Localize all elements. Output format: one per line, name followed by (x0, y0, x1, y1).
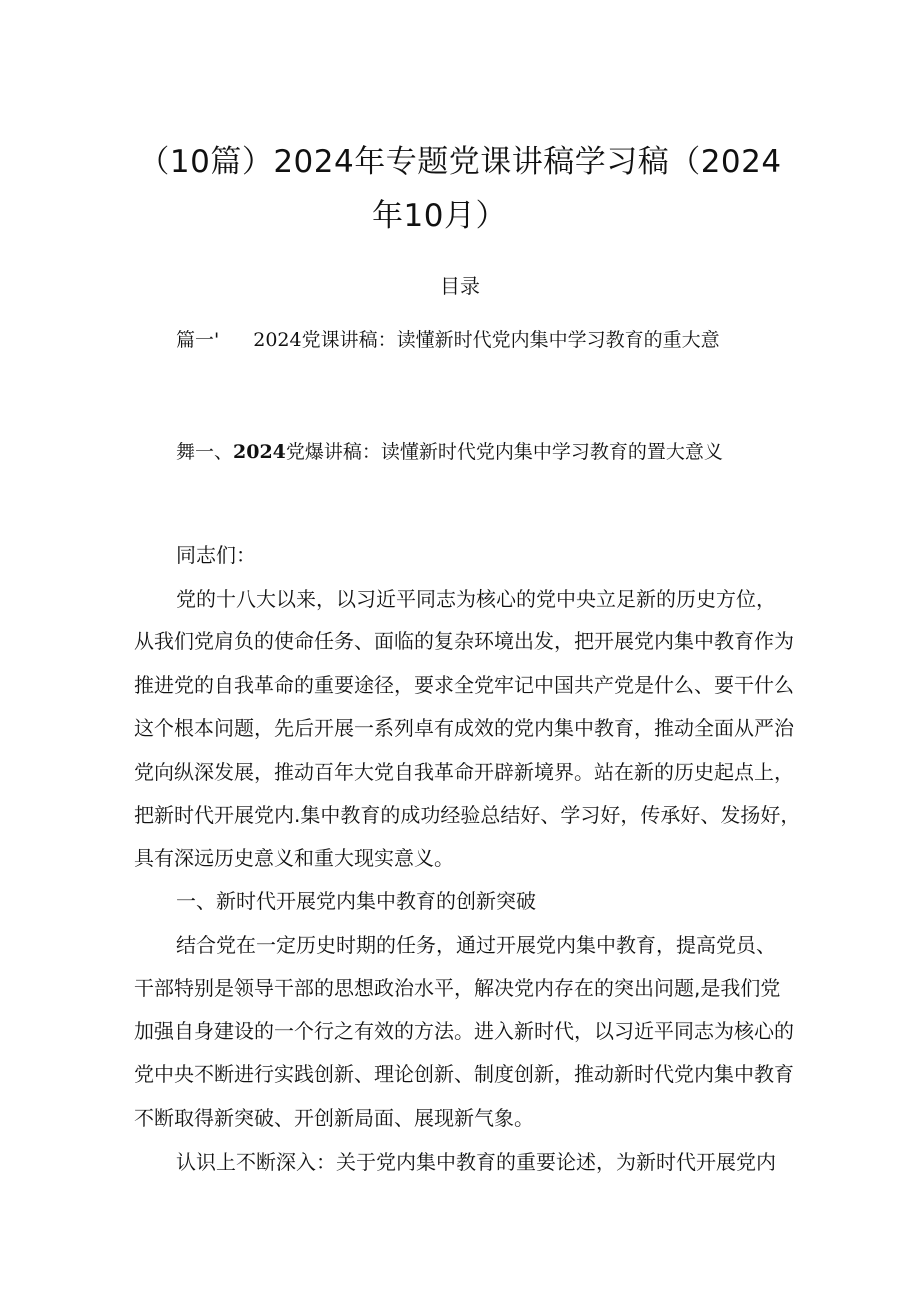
body-line: 干部特别是领导干部的思想政治水平，解决党内存在的突出问题,是我们党 (134, 976, 781, 1000)
toc-heading: 目录 (440, 274, 480, 298)
section-title-prefix: 舞一、 (176, 441, 234, 463)
section-title (176, 437, 723, 464)
subsection-heading: 一、新时代开展党内集中教育的创新突破 (176, 889, 536, 913)
section-title-text: 党爆讲稿：读懂新时代党内集中学习教育的置大意义 (285, 441, 723, 463)
body-line: 把新时代开展党内.集中教育的成功经验总结好、学习好，传承好、发扬好， (134, 803, 801, 827)
body-line: 推进党的自我革命的重要途径，要求全党牢记中国共产党是什么、要干什么 (134, 673, 794, 697)
body-line: 加强自身建设的一个行之有效的方法。进入新时代，以习近平同志为核心的 (134, 1019, 794, 1043)
toc-item-text: 党课讲稿：读懂新时代党内集中学习教育的重大意 (301, 329, 720, 351)
section-title-year: 2024 (233, 441, 286, 463)
body-line: 这个根本问题，先后开展一系列卓有成效的党内集中教育，推动全面从严治 (134, 716, 794, 740)
document-title-line-1: （10篇）2024年专题党课讲稿学习稿（2024 (138, 144, 782, 180)
toc-item (176, 325, 720, 352)
document-title-line-2: 年10月） (372, 198, 507, 234)
body-line: 不断取得新突破、开创新局面、展现新气象。 (134, 1106, 534, 1130)
body-line: 党中央不断进行实践创新、理论创新、制度创新，推动新时代党内集中教育 (134, 1062, 794, 1086)
toc-item-number: 篇一' (176, 329, 220, 351)
body-line: 具有深远历史意义和重大现实意义。 (134, 846, 454, 870)
body-line: 党向纵深发展，推动百年大党自我革命开辟新境界。站在新的历史起点上， (134, 760, 794, 784)
body-line: 认识上不断深入：关于党内集中教育的重要论述，为新时代开展党内 (176, 1150, 776, 1174)
body-line: 同志们： (176, 543, 256, 567)
body-line: 从我们党肩负的使命任务、面临的复杂环境出发，把开展党内集中教育作为 (134, 629, 794, 653)
toc-item-year: 2024 (253, 329, 302, 351)
body-line: 结合党在一定历史时期的任务，通过开展党内集中教育，提高党员、 (176, 933, 776, 957)
body-line: 党的十八大以来，以习近平同志为核心的党中央立足新的历史方位， (176, 587, 776, 611)
